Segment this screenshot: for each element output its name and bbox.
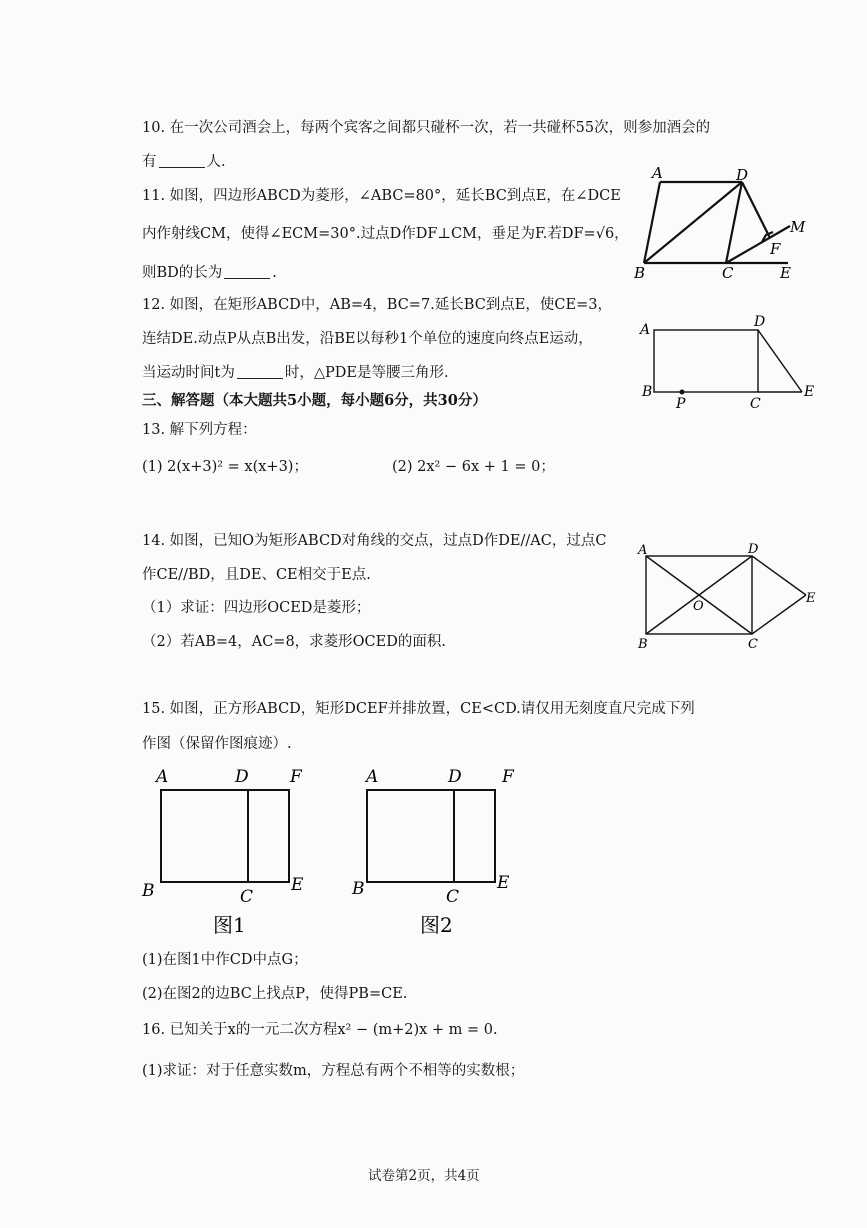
q16-line1: 16. 已知关于x的一元二次方程x² − (m+2)x + m = 0.: [142, 1022, 498, 1038]
q12-label-P: P: [676, 396, 686, 412]
q12-label-C: C: [750, 396, 761, 412]
q10-answer-blank: [159, 153, 205, 168]
q15-fig2-caption: 图2: [420, 913, 453, 937]
q12-line3: [142, 363, 449, 383]
q15-fig2-label-A: A: [366, 767, 379, 787]
q14-label-E: E: [806, 591, 816, 606]
q15-fig2-label-E: E: [497, 873, 510, 893]
q11-label-M: M: [790, 218, 806, 236]
q11-rhombus-figure: [630, 160, 830, 285]
q11-line3-prefix: 则BD的长为: [142, 265, 223, 281]
q15-fig2-label-C: C: [446, 887, 460, 907]
q12-line1: 12. 如图，在矩形ABCD中，AB=4，BC=7.延长BC到点E，使CE=3，: [142, 297, 612, 313]
q12-line3-suffix: 时，△PDE是等腰三角形.: [284, 365, 449, 381]
q13-title: 13. 解下列方程：: [142, 422, 257, 438]
q15-fig1-label-C: C: [240, 887, 254, 907]
q11-line1: 11. 如图，四边形ABCD为菱形，∠ABC=80°，延长BC到点E，在∠DCE: [142, 188, 621, 204]
q11-line3: [142, 263, 277, 283]
q15-line1: 15. 如图，正方形ABCD，矩形DCEF并排放置，CE<CD.请仅用无刻度直尺完成下列: [142, 701, 695, 717]
q15-figure-1: [138, 762, 318, 938]
q12-answer-blank: [237, 364, 283, 379]
q15-line2: 作图（保留作图痕迹）.: [142, 736, 292, 752]
q15-fig2-label-D: D: [448, 767, 462, 787]
q11-label-B: B: [634, 264, 646, 282]
q12-line2: 连结DE.动点P从点B出发，沿BE以每秒1个单位的速度向终点E运动，: [142, 331, 593, 347]
q15-part1: (1)在图1中作CD中点G；: [142, 952, 308, 968]
q10-line2-suffix: 人.: [206, 154, 226, 170]
q10-line2-prefix: 有: [142, 154, 157, 170]
q10-line1: 10. 在一次公司酒会上，每两个宾客之间都只碰杯一次，若一共碰杯55次，则参加酒会的: [142, 120, 711, 136]
q12-line3-prefix: 当运动时间t为: [142, 365, 235, 381]
q15-fig1-label-A: A: [156, 767, 169, 787]
q14-label-O: O: [693, 599, 704, 614]
q11-label-E: E: [780, 264, 791, 282]
q15-part2: (2)在图2的边BC上找点P，使得PB=CE.: [142, 986, 408, 1002]
q12-label-D: D: [754, 314, 766, 330]
q11-answer-blank: [224, 264, 270, 279]
q16-part1: (1)求证：对于任意实数m，方程总有两个不相等的实数根；: [142, 1063, 525, 1079]
q12-rectangle-figure: [636, 314, 826, 414]
q12-point-p: [680, 390, 685, 395]
q15-fig1-label-B: B: [142, 881, 155, 901]
q14-line2: 作CE//BD，且DE、CE相交于E点.: [142, 567, 371, 583]
q11-label-F: F: [770, 240, 781, 258]
q12-label-B: B: [642, 384, 653, 400]
q15-fig2-label-B: B: [352, 879, 365, 899]
q11-line3-suffix: .: [272, 265, 277, 281]
q10-line2: [142, 152, 226, 172]
q13-equation-1: (1) 2(x+3)² = x(x+3)；: [142, 459, 308, 475]
q11-label-D: D: [736, 166, 749, 184]
section-heading: 三、解答题（本大题共5小题，每小题6分，共30分）: [142, 392, 487, 409]
q11-label-A: A: [652, 164, 663, 182]
q12-label-E: E: [804, 384, 815, 400]
q14-part2: （2）若AB=4，AC=8，求菱形OCED的面积.: [142, 634, 446, 650]
q15-fig1-label-D: D: [235, 767, 249, 787]
q15-fig1-label-F: F: [290, 767, 302, 787]
page-footer: 试卷第2页，共4页: [368, 1168, 480, 1184]
q15-fig2-label-F: F: [502, 767, 514, 787]
q14-label-A: A: [638, 543, 648, 558]
q14-line1: 14. 如图，已知O为矩形ABCD对角线的交点，过点D作DE//AC，过点C: [142, 533, 607, 549]
q15-figure-2: [344, 762, 524, 938]
q14-label-B: B: [638, 637, 648, 652]
q15-fig1-label-E: E: [291, 875, 304, 895]
q14-part1: （1）求证：四边形OCED是菱形；: [142, 600, 371, 616]
q14-label-D: D: [748, 542, 759, 557]
q13-equation-2: (2) 2x² − 6x + 1 = 0；: [392, 459, 555, 475]
q11-label-C: C: [722, 264, 734, 282]
q11-line2: 内作射线CM，使得∠ECM=30°.过点D作DF⊥CM，垂足为F.若DF=√6，: [142, 226, 629, 242]
q14-label-C: C: [748, 637, 758, 652]
q12-label-A: A: [640, 322, 651, 338]
q14-rhombus-figure: [634, 540, 826, 655]
q15-fig1-caption: 图1: [213, 913, 246, 937]
